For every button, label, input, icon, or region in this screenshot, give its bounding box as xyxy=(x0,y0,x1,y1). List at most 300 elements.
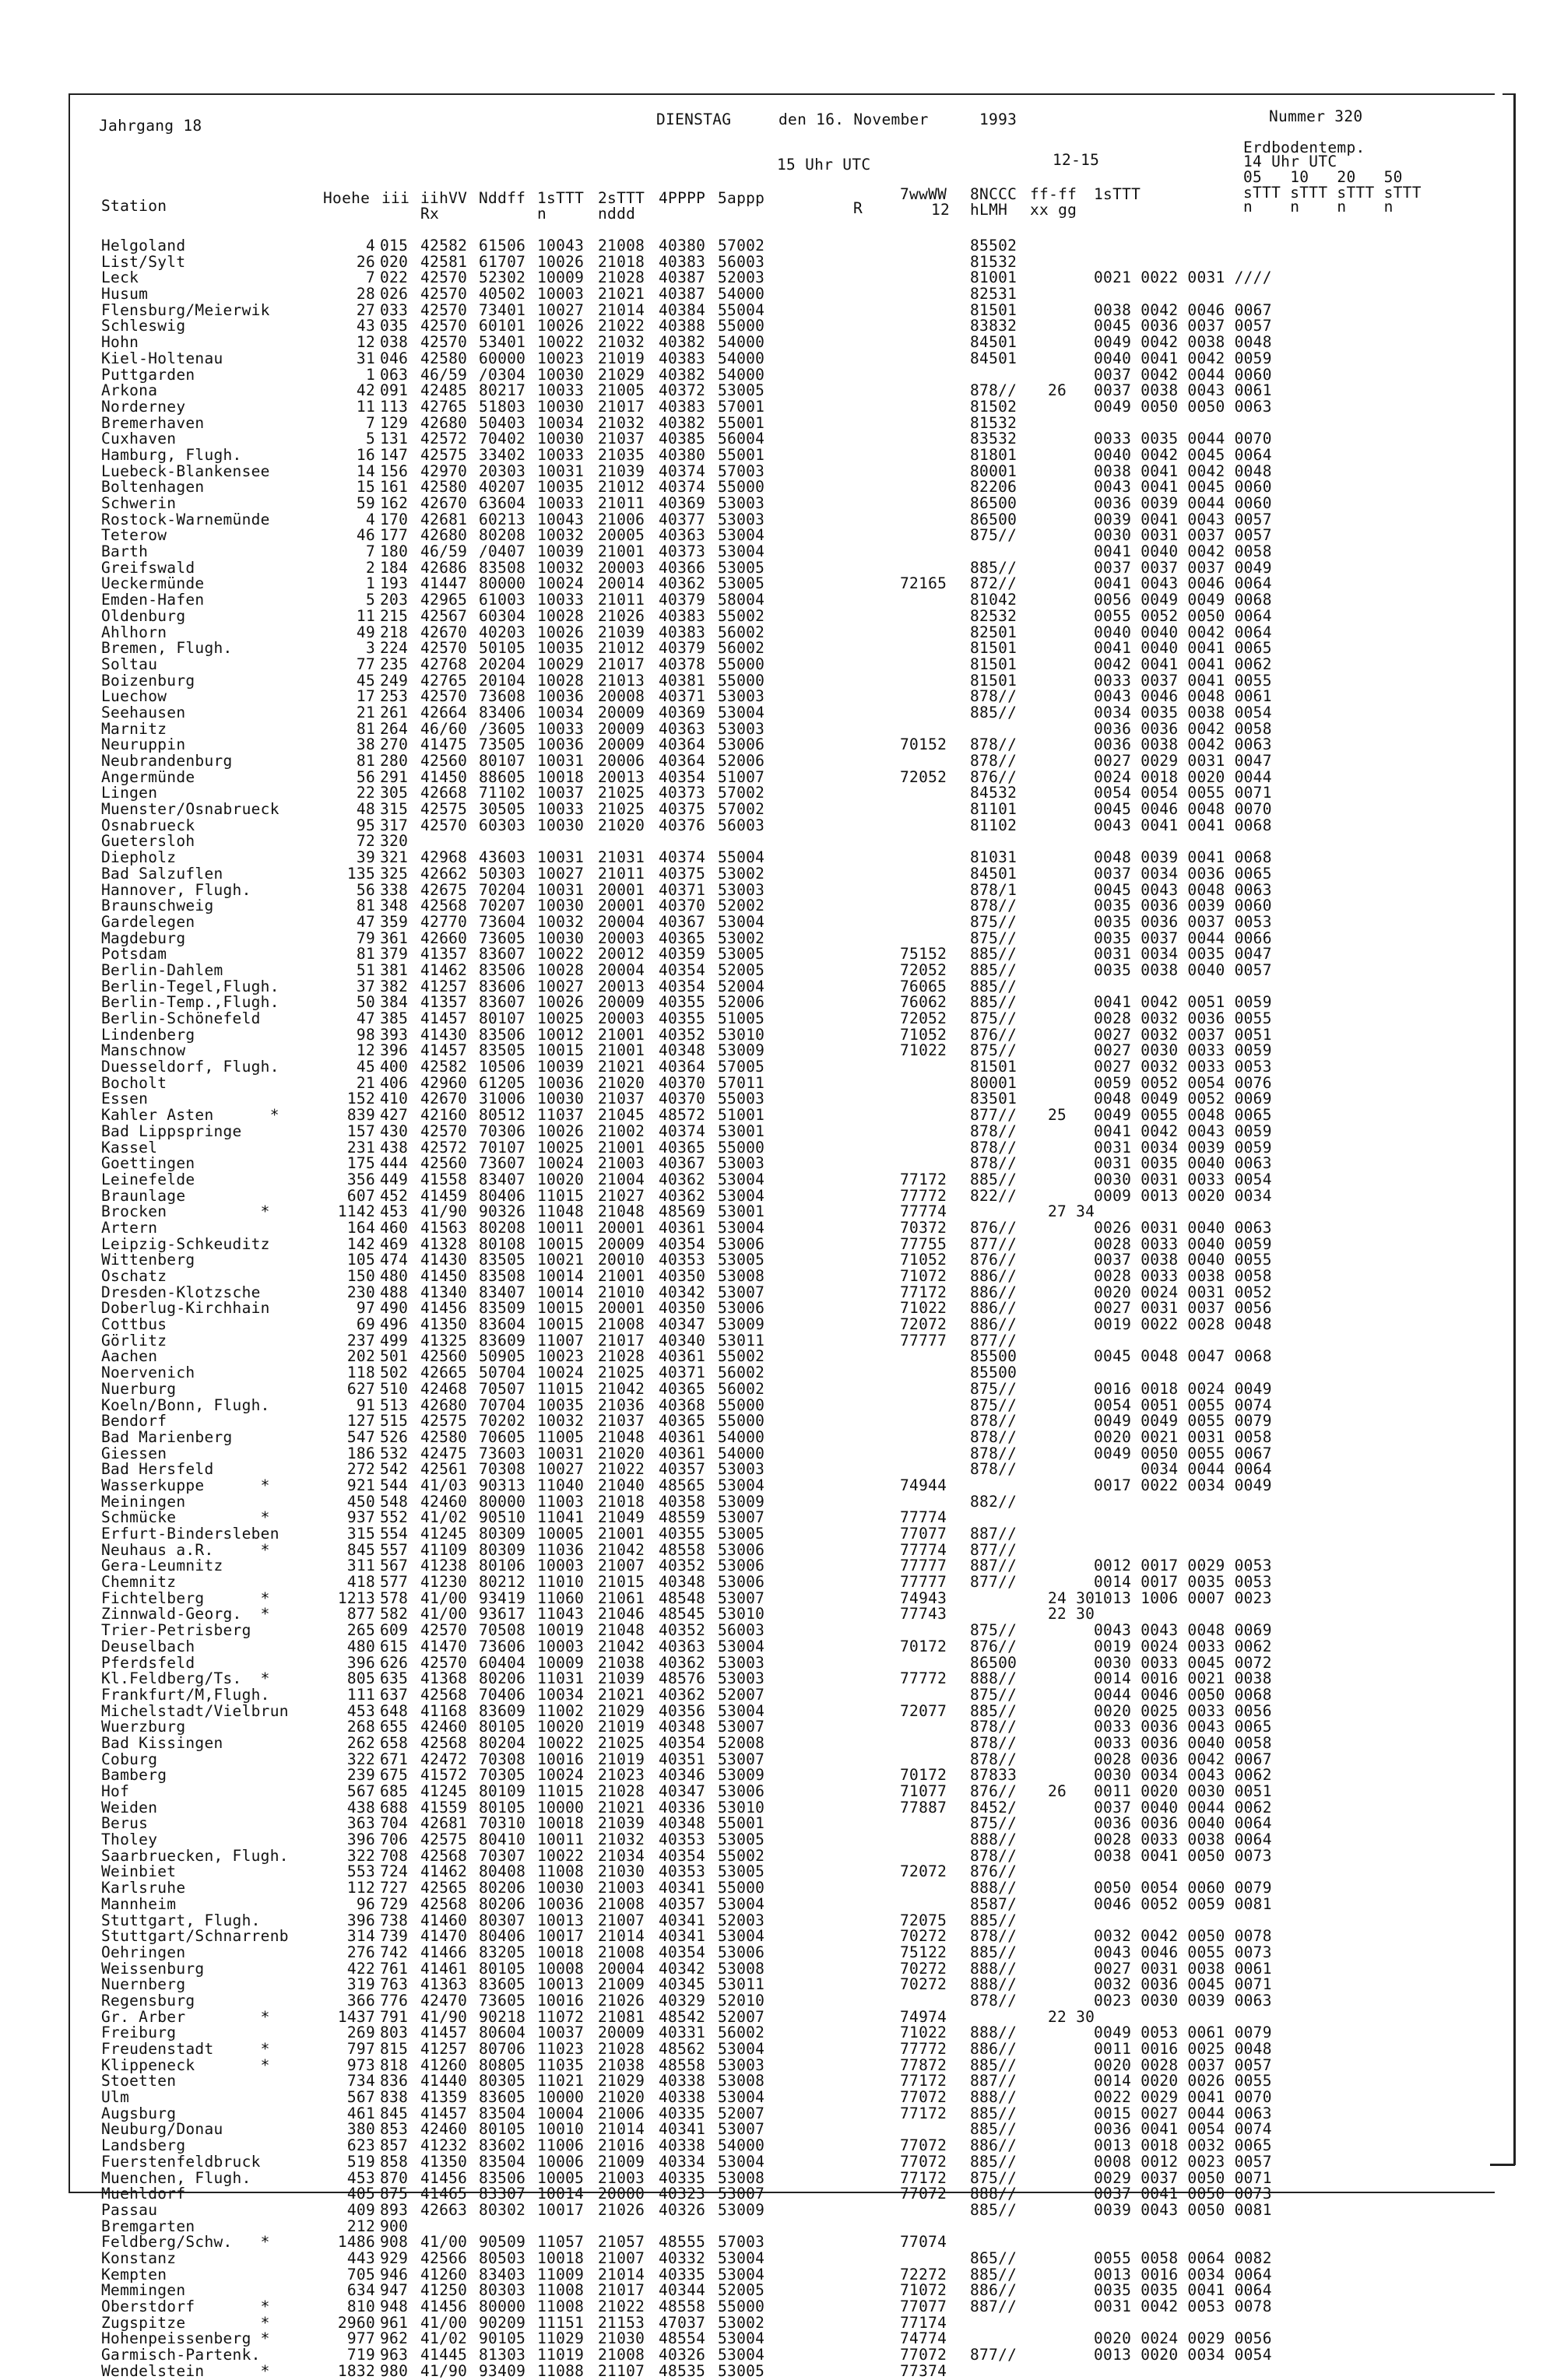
5appp-group: 53010 xyxy=(718,1605,765,1624)
4pppp-group: 48554 xyxy=(659,2329,706,2348)
elevation: 31 xyxy=(356,349,375,367)
4pppp-group: 40357 xyxy=(659,1460,706,1479)
1sttt-b-group: 0036 0036 0040 0064 xyxy=(1094,1814,1272,1833)
1sttt-b-group: 0027 0032 0037 0051 xyxy=(1094,1025,1272,1044)
1sttt-b-group: 0049 0042 0038 0048 xyxy=(1094,333,1272,352)
2sttt-group: 20001 xyxy=(598,1299,645,1318)
2sttt-group: 20004 xyxy=(598,960,645,979)
ff-group xyxy=(1048,1059,1095,1076)
1sttt-group: 10039 xyxy=(537,1058,585,1076)
iihvv-group: 42768 xyxy=(420,655,468,673)
elevation: 239 xyxy=(346,1766,375,1785)
station-index: 325 xyxy=(380,864,409,883)
station-index: 382 xyxy=(380,977,409,995)
station-name: Hohn xyxy=(101,333,139,352)
7www-group: 77072 xyxy=(900,2185,947,2203)
1sttt-group: 11005 xyxy=(537,1427,585,1446)
iihvv-group: 41350 xyxy=(420,2152,468,2171)
station-index: 929 xyxy=(380,2248,409,2267)
1sttt-b-group: 0041 0042 0043 0059 xyxy=(1094,1122,1272,1140)
col-5appp: 5appp xyxy=(718,189,765,207)
5appp-group: 54000 xyxy=(718,2136,765,2155)
1sttt-b-group: 0042 0041 0041 0062 xyxy=(1094,655,1272,673)
station-index: 761 xyxy=(380,1959,409,1978)
ff-group xyxy=(1048,609,1095,625)
iihvv-group: 41563 xyxy=(420,1218,468,1237)
ff-group xyxy=(1048,1252,1095,1269)
2sttt-group: 21006 xyxy=(598,2104,645,2122)
8nccc-group: 878// xyxy=(970,1427,1017,1446)
7www-group: 77774 xyxy=(900,1540,947,1559)
1sttt-b-group: 0049 0050 0050 0063 xyxy=(1094,397,1272,416)
1sttt-b-group: 0032 0036 0045 0071 xyxy=(1094,1975,1272,1994)
ff-group xyxy=(1048,351,1095,367)
1sttt-b-group: 0013 0016 0034 0064 xyxy=(1094,2265,1272,2283)
ff-group: 25 xyxy=(1048,1106,1067,1125)
station-name: Barth xyxy=(101,542,149,561)
iihvv-group: 41/02 xyxy=(420,1508,468,1527)
5appp-group: 57011 xyxy=(718,1073,765,1092)
station-name: Gera-Leumnitz xyxy=(101,1557,223,1575)
8nccc-group: 875// xyxy=(970,1395,1017,1414)
station-index: 400 xyxy=(380,1058,409,1076)
ff-group xyxy=(1048,657,1095,673)
1sttt-group: 10012 xyxy=(537,1025,585,1044)
1sttt-b-group: 0027 0030 0033 0059 xyxy=(1094,1041,1272,1060)
2sttt-group: 21030 xyxy=(598,2329,645,2348)
1sttt-b-group: 0049 0050 0055 0067 xyxy=(1094,1444,1272,1462)
4pppp-group: 40377 xyxy=(659,510,706,528)
ff-group xyxy=(1048,286,1095,303)
2sttt-group: 21107 xyxy=(598,2361,645,2380)
5appp-group: 53007 xyxy=(718,1283,765,1301)
station-name: Freiburg xyxy=(101,2024,177,2042)
4pppp-group: 40376 xyxy=(659,816,706,834)
7www-group xyxy=(900,1091,947,1108)
1sttt-group: 10030 xyxy=(537,365,585,384)
5appp-group: 56002 xyxy=(718,623,765,641)
5appp-group: 52008 xyxy=(718,1733,765,1752)
nddff-group: 83609 xyxy=(479,1331,526,1350)
station-name: Leck xyxy=(101,269,139,287)
2sttt-group: 21020 xyxy=(598,1444,645,1462)
elevation: 48 xyxy=(356,800,375,819)
5appp-group: 52004 xyxy=(718,977,765,995)
5appp-group: 53004 xyxy=(718,1894,765,1913)
8nccc-group xyxy=(970,2315,1017,2332)
col-iii: iii xyxy=(381,189,410,207)
2sttt-group: 21011 xyxy=(598,591,645,609)
2sttt-group: 21014 xyxy=(598,2120,645,2139)
8nccc-group: 887// xyxy=(970,1557,1017,1575)
elevation: 453 xyxy=(346,1701,375,1720)
2sttt-group: 21018 xyxy=(598,252,645,271)
nddff-group: 80107 xyxy=(479,752,526,770)
8nccc-group: 878// xyxy=(970,1138,1017,1157)
ff-group xyxy=(1048,1172,1095,1188)
ff-group xyxy=(1048,1365,1095,1381)
2sttt-group: 21025 xyxy=(598,800,645,819)
1sttt-group: 10013 xyxy=(537,1975,585,1994)
7www-group xyxy=(900,721,947,738)
nddff-group: 60304 xyxy=(479,606,526,625)
ff-group xyxy=(1048,367,1095,384)
8nccc-group: 81501 xyxy=(970,1058,1017,1076)
station-name: Michelstadt/Vielbrun xyxy=(101,1701,289,1720)
4pppp-group: 40370 xyxy=(659,1090,706,1108)
7www-group xyxy=(900,785,947,802)
station-name: Luebeck-Blankensee xyxy=(101,462,270,480)
station-index: 385 xyxy=(380,1009,409,1027)
station-name: Noervenich xyxy=(101,1364,195,1382)
8nccc-group: 888// xyxy=(970,2088,1017,2107)
station-name: Oehringen xyxy=(101,1943,186,1961)
1sttt-b-group xyxy=(1094,416,1272,432)
2sttt-group: 20004 xyxy=(598,1959,645,1978)
ff-group xyxy=(1048,2347,1095,2364)
8nccc-group: 887// xyxy=(970,1525,1017,1543)
column-4pppp xyxy=(659,238,705,2379)
1sttt-group: 10011 xyxy=(537,1831,585,1849)
station-name: Luechow xyxy=(101,687,167,706)
elevation: 15 xyxy=(356,478,375,497)
8nccc-group: 84501 xyxy=(970,349,1017,367)
station-name: Marnitz xyxy=(101,719,167,738)
nddff-group: 80217 xyxy=(479,381,526,400)
iihvv-group: 46/60 xyxy=(420,719,468,738)
iihvv-group: 41450 xyxy=(420,1267,468,1285)
iihvv-group xyxy=(420,834,467,850)
station-name: Schmücke * xyxy=(101,1508,270,1527)
elevation: 438 xyxy=(346,1798,375,1817)
7www-group xyxy=(900,1124,947,1140)
7www-group xyxy=(900,1381,947,1398)
1sttt-group: 10016 xyxy=(537,1991,585,2010)
8nccc-group: 80001 xyxy=(970,462,1017,480)
elevation: 202 xyxy=(346,1347,375,1366)
station-name: Oberstdorf * xyxy=(101,2298,270,2315)
station-index: 900 xyxy=(380,2217,409,2235)
elevation: 105 xyxy=(346,1251,375,1269)
8nccc-group: 886// xyxy=(970,1315,1017,1334)
8nccc-group: 878// xyxy=(970,1927,1017,1946)
4pppp-group: 40383 xyxy=(659,252,706,271)
iihvv-group: 41447 xyxy=(420,574,468,593)
8nccc-group: 876// xyxy=(970,767,1017,786)
ff-group xyxy=(1048,1188,1095,1205)
elevation: 265 xyxy=(346,1621,375,1640)
4pppp-group: 40355 xyxy=(659,993,706,1012)
1sttt-b-group: 0038 0041 0050 0073 xyxy=(1094,1846,1272,1865)
ff-group xyxy=(1048,1494,1095,1511)
iihvv-group: 42570 xyxy=(420,285,468,304)
2sttt-group: 21048 xyxy=(598,1621,645,1640)
iihvv-group: 42570 xyxy=(420,317,468,335)
2sttt-group: 21057 xyxy=(598,2233,645,2252)
station-name: Seehausen xyxy=(101,703,186,721)
nddff-group: /0304 xyxy=(479,365,526,384)
1sttt-group: 10035 xyxy=(537,639,585,658)
5appp-group: 53010 xyxy=(718,1025,765,1044)
nddff-group: 20303 xyxy=(479,462,526,480)
elevation: 81 xyxy=(356,752,375,770)
ff-group xyxy=(1048,1156,1095,1172)
2sttt-group: 21032 xyxy=(598,1831,645,1849)
ff-group xyxy=(1048,689,1095,705)
nddff-group: /3605 xyxy=(479,719,526,738)
ff-group xyxy=(1048,898,1095,914)
2sttt-group: 21006 xyxy=(598,510,645,528)
5appp-group: 56004 xyxy=(718,430,765,448)
col-4pppp: 4PPPP xyxy=(659,189,706,207)
7www-group: 72077 xyxy=(900,1701,947,1720)
2sttt-group: 21008 xyxy=(598,237,645,254)
5appp-group: 53008 xyxy=(718,1959,765,1978)
ff-group xyxy=(1048,2025,1095,2041)
8nccc-group: 886// xyxy=(970,2281,1017,2300)
5appp-group: 53004 xyxy=(718,1701,765,1720)
iihvv-group: 41/90 xyxy=(420,2007,468,2026)
station-index: 452 xyxy=(380,1186,409,1205)
8nccc-group: 887// xyxy=(970,2072,1017,2090)
4pppp-group: 40367 xyxy=(659,1154,706,1173)
ff-group xyxy=(1048,496,1095,512)
1sttt-group: 10004 xyxy=(537,2104,585,2122)
station-name: Karlsruhe xyxy=(101,1879,186,1897)
1sttt-group: 10003 xyxy=(537,1557,585,1575)
ff-group xyxy=(1048,1977,1095,1993)
5appp-group: 58004 xyxy=(718,591,765,609)
7www-group xyxy=(900,657,947,673)
iihvv-group: 42681 xyxy=(420,1814,468,1833)
station-index: 430 xyxy=(380,1122,409,1140)
1sttt-group: 10006 xyxy=(537,2152,585,2171)
1sttt-group: 10031 xyxy=(537,752,585,770)
station-name: Husum xyxy=(101,285,149,304)
station-name: Stoetten xyxy=(101,2072,177,2090)
elevation: 4 xyxy=(365,237,375,254)
4pppp-group: 40348 xyxy=(659,1573,706,1592)
5appp-group: 53010 xyxy=(718,1798,765,1817)
ff-group xyxy=(1048,1864,1095,1880)
7www-group: 77172 xyxy=(900,1170,947,1188)
5appp-group: 53011 xyxy=(718,1331,765,1350)
8nccc-group: 877// xyxy=(970,2346,1017,2364)
1sttt-group: 10036 xyxy=(537,735,585,754)
8nccc-group: 83532 xyxy=(970,430,1017,448)
7www-group: 71052 xyxy=(900,1251,947,1269)
2sttt-group: 21032 xyxy=(598,413,645,432)
station-index: 739 xyxy=(380,1927,409,1946)
1sttt-group: 10033 xyxy=(537,445,585,464)
7www-group xyxy=(900,238,947,254)
4pppp-group: 40371 xyxy=(659,880,706,899)
5appp-group: 53006 xyxy=(718,1557,765,1575)
7www-group xyxy=(900,914,947,931)
5appp-group xyxy=(718,2219,764,2235)
4pppp-group: 40347 xyxy=(659,1782,706,1800)
2sttt-group: 20008 xyxy=(598,687,645,706)
elevation: 152 xyxy=(346,1090,375,1108)
1sttt-group: 11015 xyxy=(537,1782,585,1800)
2sttt-group: 21026 xyxy=(598,2200,645,2219)
4pppp-group: 48545 xyxy=(659,1605,706,1624)
1sttt-group: 11040 xyxy=(537,1476,585,1494)
5appp-group: 55002 xyxy=(718,606,765,625)
station-index: 253 xyxy=(380,687,409,706)
ff-group xyxy=(1048,2283,1095,2299)
ff-group xyxy=(1048,1510,1095,1526)
7www-group xyxy=(900,609,947,625)
8nccc-group: 885// xyxy=(970,1170,1017,1188)
station-name: Berus xyxy=(101,1814,149,1833)
1sttt-group: 10026 xyxy=(537,993,585,1012)
1sttt-b-group: 0009 0013 0020 0034 xyxy=(1094,1186,1272,1205)
station-index: 320 xyxy=(380,832,409,851)
4pppp-group: 40382 xyxy=(659,413,706,432)
elevation: 877 xyxy=(346,1605,375,1624)
4pppp-group: 40341 xyxy=(659,2120,706,2139)
station-name: Berlin-Schönefeld xyxy=(101,1009,261,1027)
8nccc-group: 886// xyxy=(970,2136,1017,2155)
nddff-group: 83506 xyxy=(479,1025,526,1044)
1sttt-group: 10008 xyxy=(537,1959,585,1978)
station-name: Frankfurt/M,Flugh. xyxy=(101,1685,270,1704)
4pppp-group: 40357 xyxy=(659,1894,706,1913)
elevation: 366 xyxy=(346,1991,375,2010)
elevation: 450 xyxy=(346,1492,375,1511)
2sttt-group: 21039 xyxy=(598,1814,645,1833)
8nccc-group: 875// xyxy=(970,1041,1017,1060)
5appp-group: 55000 xyxy=(718,1879,765,1897)
ff-group xyxy=(1048,1574,1095,1591)
nddff-group: 83602 xyxy=(479,2136,526,2155)
nddff-group: 83205 xyxy=(479,1943,526,1961)
column-1sttt-b xyxy=(1094,238,1272,2379)
5appp-group: 53003 xyxy=(718,1460,765,1479)
5appp-group: 57002 xyxy=(718,800,765,819)
8nccc-group: 885// xyxy=(970,1701,1017,1720)
ff-group xyxy=(1048,883,1095,899)
2sttt-group: 20009 xyxy=(598,703,645,721)
nddff-group: 90510 xyxy=(479,1508,526,1527)
8nccc-group: 878// xyxy=(970,1154,1017,1173)
ff-group xyxy=(1048,785,1095,802)
iihvv-group: 42680 xyxy=(420,413,468,432)
ff-group xyxy=(1048,866,1095,883)
8nccc-group xyxy=(970,367,1017,384)
2sttt-group: 21028 xyxy=(598,1782,645,1800)
1sttt-group: 11060 xyxy=(537,1588,585,1607)
col-7www: 7wwWW xyxy=(900,185,947,203)
8nccc-group: 885// xyxy=(970,2120,1017,2139)
elevation: 839 xyxy=(346,1106,375,1125)
1sttt-b-group: 0029 0037 0050 0071 xyxy=(1094,2168,1272,2187)
1sttt-b-group: 0036 0036 0042 0058 xyxy=(1094,719,1272,738)
1sttt-b-group: 0027 0031 0038 0061 xyxy=(1094,1959,1272,1978)
ff-group xyxy=(1048,1333,1095,1350)
8nccc-group: 872// xyxy=(970,574,1017,593)
elevation: 12 xyxy=(356,333,375,352)
1sttt-group: 10030 xyxy=(537,928,585,947)
station-index: 557 xyxy=(380,1540,409,1559)
1sttt-group: 11088 xyxy=(537,2361,585,2380)
1sttt-group: 10030 xyxy=(537,816,585,834)
ff-group xyxy=(1048,818,1095,834)
5appp-group: 51007 xyxy=(718,767,765,786)
ff-group xyxy=(1048,673,1095,690)
1sttt-b-group xyxy=(1094,2234,1272,2251)
5appp-group: 53008 xyxy=(718,1267,765,1285)
5appp-group: 56002 xyxy=(718,1364,765,1382)
ff-group xyxy=(1048,528,1095,544)
8nccc-group xyxy=(970,2331,1017,2347)
elevation: 1486 xyxy=(337,2233,375,2252)
7www-group xyxy=(900,1752,947,1768)
station-name: Nuernberg xyxy=(101,1975,186,1994)
8nccc-group: 885// xyxy=(970,1943,1017,1961)
8nccc-group: 878// xyxy=(970,1733,1017,1752)
nddff-group: 61707 xyxy=(479,252,526,271)
col-1sttt: 1sTTT xyxy=(537,189,585,207)
iihvv-group: 41109 xyxy=(420,1540,468,1559)
4pppp-group: 40354 xyxy=(659,1733,706,1752)
5appp-group: 53003 xyxy=(718,1669,765,1688)
4pppp-group: 40334 xyxy=(659,2152,706,2171)
1sttt-group: 10026 xyxy=(537,252,585,271)
nddff-group: 83605 xyxy=(479,2088,526,2107)
1sttt-b-group: 0027 0031 0037 0056 xyxy=(1094,1299,1272,1318)
station-index: 567 xyxy=(380,1557,409,1575)
iihvv-group: 42686 xyxy=(420,558,468,577)
ff-group xyxy=(1048,802,1095,818)
ff-group xyxy=(1048,1349,1095,1365)
ff-group xyxy=(1048,1043,1095,1059)
ff-group xyxy=(1048,1076,1095,1092)
station-index: 249 xyxy=(380,671,409,690)
7www-group: 77072 xyxy=(900,2152,947,2171)
4pppp-group: 40383 xyxy=(659,349,706,367)
1sttt-b-group xyxy=(1094,254,1272,271)
iihvv-group: 42575 xyxy=(420,800,468,819)
column-2sttt xyxy=(598,238,645,2379)
iihvv-group: 42572 xyxy=(420,430,468,448)
elevation: 98 xyxy=(356,1025,375,1044)
4pppp-group: 40381 xyxy=(659,671,706,690)
4pppp-group: 40352 xyxy=(659,1557,706,1575)
2sttt-group: 20009 xyxy=(598,1234,645,1253)
station-index: 317 xyxy=(380,816,409,834)
station-name: Neuburg/Donau xyxy=(101,2120,223,2139)
5appp-group: 54000 xyxy=(718,333,765,352)
station-index: 215 xyxy=(380,606,409,625)
station-name: Coburg xyxy=(101,1750,158,1768)
iihvv-group: 41465 xyxy=(420,2185,468,2203)
column-iihvv xyxy=(420,238,467,2379)
5appp-group: 56002 xyxy=(718,2024,765,2042)
nddff-group: 80208 xyxy=(479,526,526,545)
5appp-group: 51001 xyxy=(718,1106,765,1125)
nddff-group: 80302 xyxy=(479,2200,526,2219)
7www-group xyxy=(900,2251,947,2267)
nddff-group: 73606 xyxy=(479,1637,526,1655)
2sttt-group: 21021 xyxy=(598,1798,645,1817)
elevation: 11 xyxy=(356,606,375,625)
4pppp-group: 40335 xyxy=(659,2168,706,2187)
7www-group xyxy=(900,1719,947,1736)
station-name: Oschatz xyxy=(101,1267,167,1285)
col-ff-sub: xx gg xyxy=(1030,201,1077,219)
